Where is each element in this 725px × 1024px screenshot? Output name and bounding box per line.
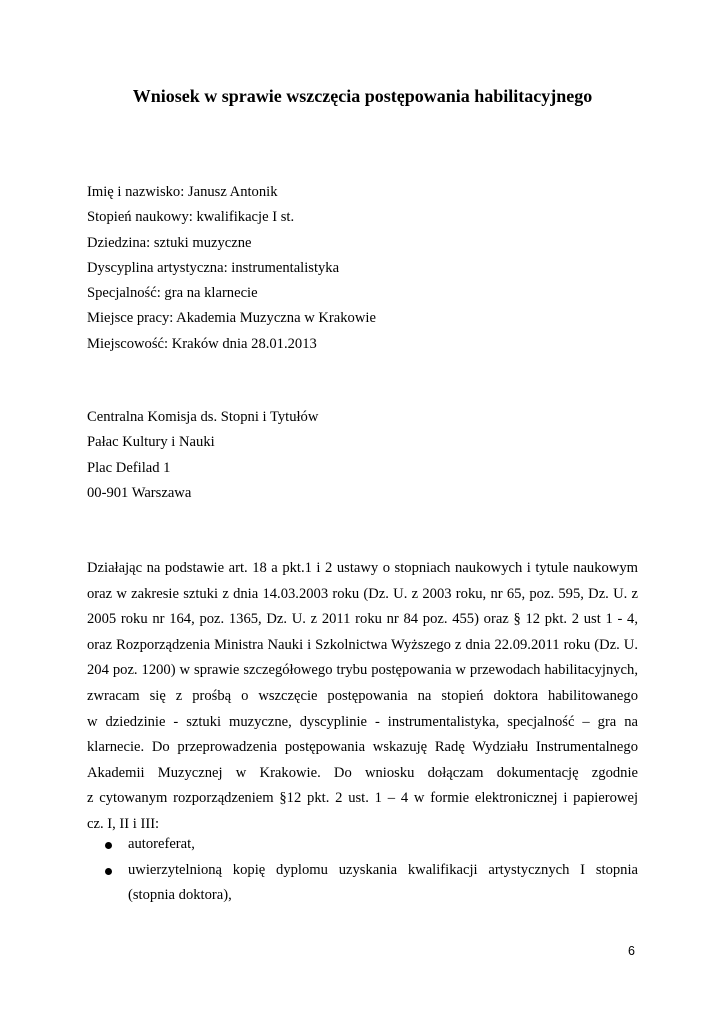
address-line: Centralna Komisja ds. Stopni i Tytułów bbox=[87, 409, 319, 425]
info-field: Dziedzina: sztuki muzyczne bbox=[87, 234, 252, 251]
paragraph-line: klarnecie. Do przeprowadzenia postępowania wskazuję Radę Wydziału Instrumentalnego bbox=[87, 739, 638, 756]
address-line: 00-901 Warszawa bbox=[87, 484, 192, 501]
page-number: 6 bbox=[628, 944, 635, 958]
attachments-list bbox=[87, 832, 638, 909]
paragraph-line: z cytowanym rozporządzeniem §12 pkt. 2 ust. 1 – 4 w formie elektronicznej i papierowej bbox=[87, 790, 638, 807]
paragraph-line: oraz Rozporządzenia Ministra Nauki i Szkolnictwa Wyższego z dnia 22.09.2011 roku (Dz. U. bbox=[87, 636, 638, 653]
paragraph-line: zwracam się z prośbą o wszczęcie postępowania na stopień doktora habilitowanego bbox=[87, 687, 638, 704]
body-paragraph bbox=[87, 556, 638, 838]
recipient-address bbox=[87, 405, 318, 506]
address-line: Pałac Kultury i Nauki bbox=[87, 434, 215, 451]
bullet-icon bbox=[105, 842, 112, 849]
list-item bbox=[87, 832, 638, 858]
paragraph-line: 204 poz. 1200) w sprawie szczegółowego trybu postępowania w przewodach habilitacyjnych, bbox=[87, 662, 638, 679]
info-workplace: Miejsce pracy: Akademia Muzyczna w Krakowie bbox=[87, 310, 376, 327]
bullet-icon bbox=[105, 868, 112, 875]
paragraph-line: Działając na podstawie art. 18 a pkt.1 i 2 ustawy o stopniach naukowych i tytule naukowym bbox=[87, 560, 638, 576]
info-place-date: Miejscowość: Kraków dnia 28.01.2013 bbox=[87, 335, 317, 352]
paragraph-line: 2005 roku nr 164, poz. 1365, Dz. U. z 2011 roku nr 84 poz. 455) oraz § 12 pkt. 2 ust 1 - 4, bbox=[87, 611, 638, 628]
info-degree: Stopień naukowy: kwalifikacje I st. bbox=[87, 209, 295, 226]
paragraph-line: Akademii Muzycznej w Krakowie. Do wniosku dołączam dokumentację zgodnie bbox=[87, 764, 638, 781]
info-specialty: Specjalność: gra na klarnecie bbox=[87, 285, 258, 302]
address-line: Plac Defilad 1 bbox=[87, 459, 171, 476]
document-title: Wniosek w sprawie wszczęcia postępowania habilitacyjnego bbox=[132, 86, 593, 106]
applicant-info bbox=[87, 180, 376, 357]
info-discipline: Dyscyplina artystyczna: instrumentalistyka bbox=[87, 259, 340, 276]
list-item-text: (stopnia doktora), bbox=[128, 887, 232, 904]
list-item-text: uwierzytelnioną kopię dyplomu uzyskania kwalifikacji artystycznych I stopnia bbox=[128, 861, 638, 878]
list-item-text: autoreferat, bbox=[128, 836, 195, 852]
info-name: Imię i nazwisko: Janusz Antonik bbox=[87, 184, 278, 200]
list-item bbox=[87, 858, 638, 909]
paragraph-line: w dziedzinie - sztuki muzyczne, dyscyplinie - instrumentalistyka, specjalność – gra na bbox=[87, 713, 638, 730]
paragraph-line: oraz w zakresie sztuki z dnia 14.03.2003 roku (Dz. U. z 2003 roku, nr 65, poz. 595, Dz. U. z bbox=[87, 585, 638, 602]
paragraph-line: cz. I, II i III: bbox=[87, 815, 160, 832]
